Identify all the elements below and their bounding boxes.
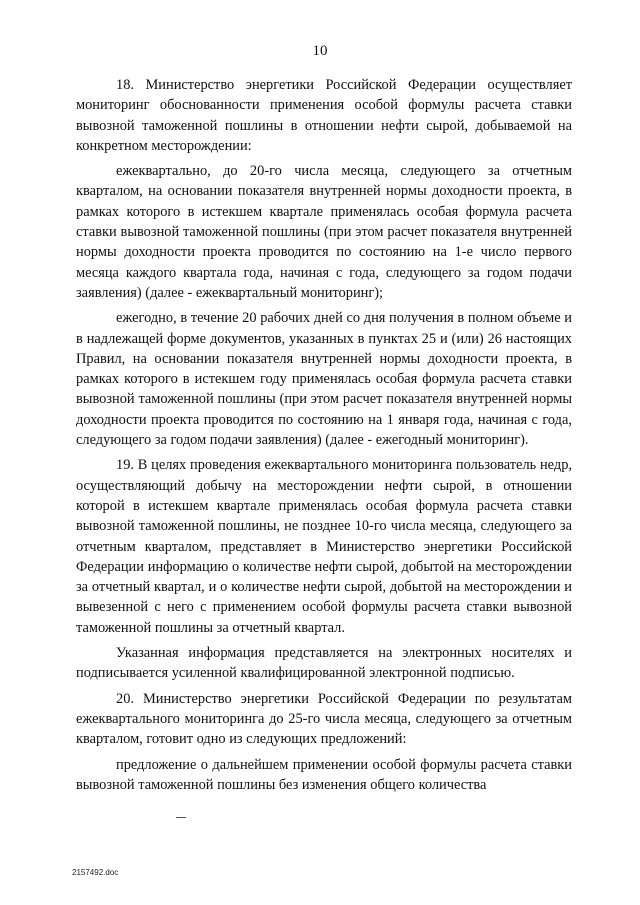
paragraph-20: 20. Министерство энергетики Российской Федерации по результатам ежеквартального мониторинга до 25-го числа месяца, следующего за отчетным кварталом, готовит одно из следующих предложений: [76, 690, 572, 748]
paragraph-19: 19. В целях проведения ежеквартального мониторинга пользователь недр, осуществляющий добычу на месторождении нефти сырой, в отношении которой в истекшем квартале применялась особая формула расчета ставки вывозной таможенной пошлины, не позднее 10-го числа месяца, следующего за отчетным кварталом, представляет в Министерство энергетики Российской Федерации информацию о количестве нефти сырой, добытой на месторождении за отчетный квартал, и о количестве нефти сырой, добытой на месторождении и вывезенной с него с применением особой формулы расчета ставки вывозной таможенной пошлины за отчетный квартал. [76, 457, 572, 636]
document-text-body [76, 75, 572, 795]
paragraph-proposal: предложение о дальнейшем применении особой формулы расчета ставки вывозной таможенной пошлины без изменения общего количества [76, 756, 572, 793]
footer-document-id: 2157492.doc [72, 868, 119, 877]
paragraph-quarterly-monitoring: ежеквартально, до 20-го числа месяца, следующего за отчетным кварталом, на основании показателя внутренней нормы доходности проекта, в рамках которого в истекшем квартале применялась особая формула расчета ставки вывозной таможенной пошлины (при этом расчет показателя внутренней нормы доходности проекта проводится по состоянию на 1-е число первого месяца каждого квартала года, начиная с года, следующего за годом подачи заявления) (далее - ежеквартальный мониторинг); [76, 163, 572, 301]
page-number: 10 [312, 43, 328, 59]
paragraph-electronic-signature: Указанная информация представляется на электронных носителях и подписывается усиленной квалифицированной электронной подписью. [76, 645, 572, 682]
paragraph-18: 18. Министерство энергетики Российской Федерации осуществляет мониторинг обоснованности применения особой формулы расчета ставки вывозной таможенной пошлины в отношении нефти сырой, добываемой на конкретном месторождении: [76, 77, 572, 154]
paragraph-annual-monitoring: ежегодно, в течение 20 рабочих дней со дня получения в полном объеме и в надлежащей форме документов, указанных в пунктах 25 и (или) 26 настоящих Правил, на основании показателя внутренней нормы доходности проекта, в рамках которого в истекшем году применялась особая формула расчета ставки вывозной таможенной пошлины (при этом расчет показателя внутренней нормы доходности проекта проводится по состоянию на 1 января года, начиная с года, следующего за годом подачи заявления) (далее - ежегодный мониторинг). [76, 310, 572, 449]
footnote-mark [176, 817, 186, 818]
